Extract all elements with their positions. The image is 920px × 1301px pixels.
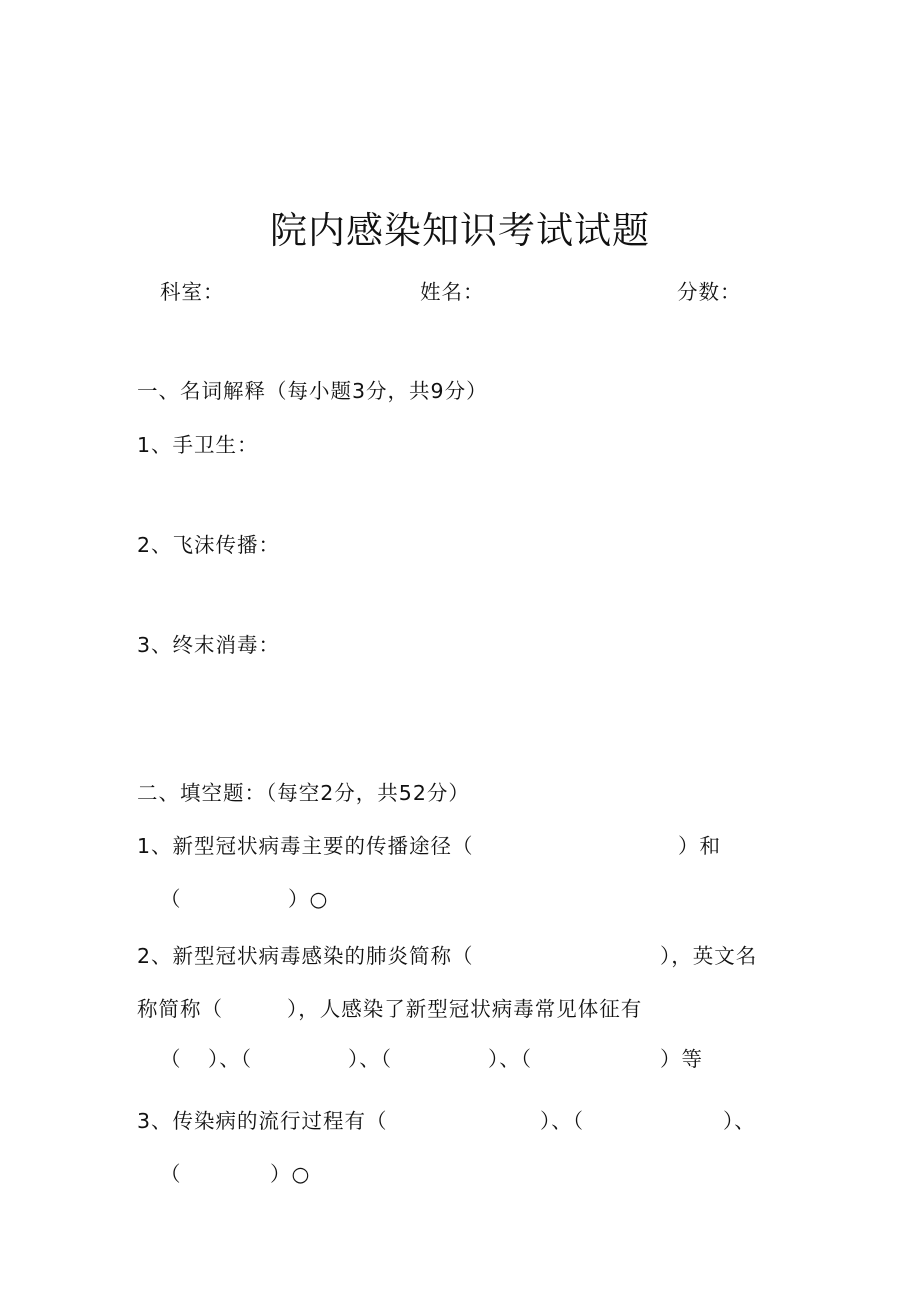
- q2-line3-part4: ）、（: [488, 1047, 532, 1071]
- q2-line1-text: 2、新型冠状病毒感染的肺炎简称（: [137, 944, 474, 968]
- q3-line1-text: 3、传染病的流行过程有（: [137, 1109, 388, 1133]
- section2-heading: 二、填空题：（每空2分，共52分）: [137, 781, 470, 805]
- q2-line2-a: 称简称（: [137, 997, 223, 1021]
- q2-line3-part3: ）、（: [348, 1047, 392, 1071]
- score-label: 分数：: [677, 280, 742, 304]
- term-droplet-transmission: 2、飞沫传播：: [137, 533, 281, 557]
- q2-line2-b: ），人感染了新型冠状病毒常见体征有: [287, 997, 643, 1021]
- q2-line3-part1: （: [160, 1047, 182, 1071]
- q2-line3-part5: ）等: [660, 1047, 703, 1071]
- q2-line3-part2: ）、（: [208, 1047, 252, 1071]
- q1-line2-open: （: [160, 887, 182, 911]
- q1-line1-text: 1、新型冠状病毒主要的传播途径（: [137, 834, 474, 858]
- section1-heading: 一、名词解释（每小题3分，共9分）: [137, 379, 488, 403]
- department-label: 科室：: [160, 280, 225, 304]
- term-terminal-disinfection: 3、终末消毒：: [137, 633, 281, 657]
- q2-line1-end: ），英文名: [660, 944, 758, 968]
- q1-line2-close: ）○: [288, 887, 329, 911]
- q3-line1-mid: ）、（: [540, 1109, 584, 1133]
- q3-line2-open: （: [160, 1162, 182, 1186]
- page-title: 院内感染知识考试试题: [270, 209, 650, 252]
- q3-line1-end: ）、: [723, 1109, 756, 1133]
- q1-line1-end: ）和: [678, 834, 721, 858]
- name-label: 姓名：: [420, 280, 485, 304]
- q3-line2-close: ）○: [270, 1162, 311, 1186]
- term-hand-hygiene: 1、手卫生：: [137, 433, 259, 457]
